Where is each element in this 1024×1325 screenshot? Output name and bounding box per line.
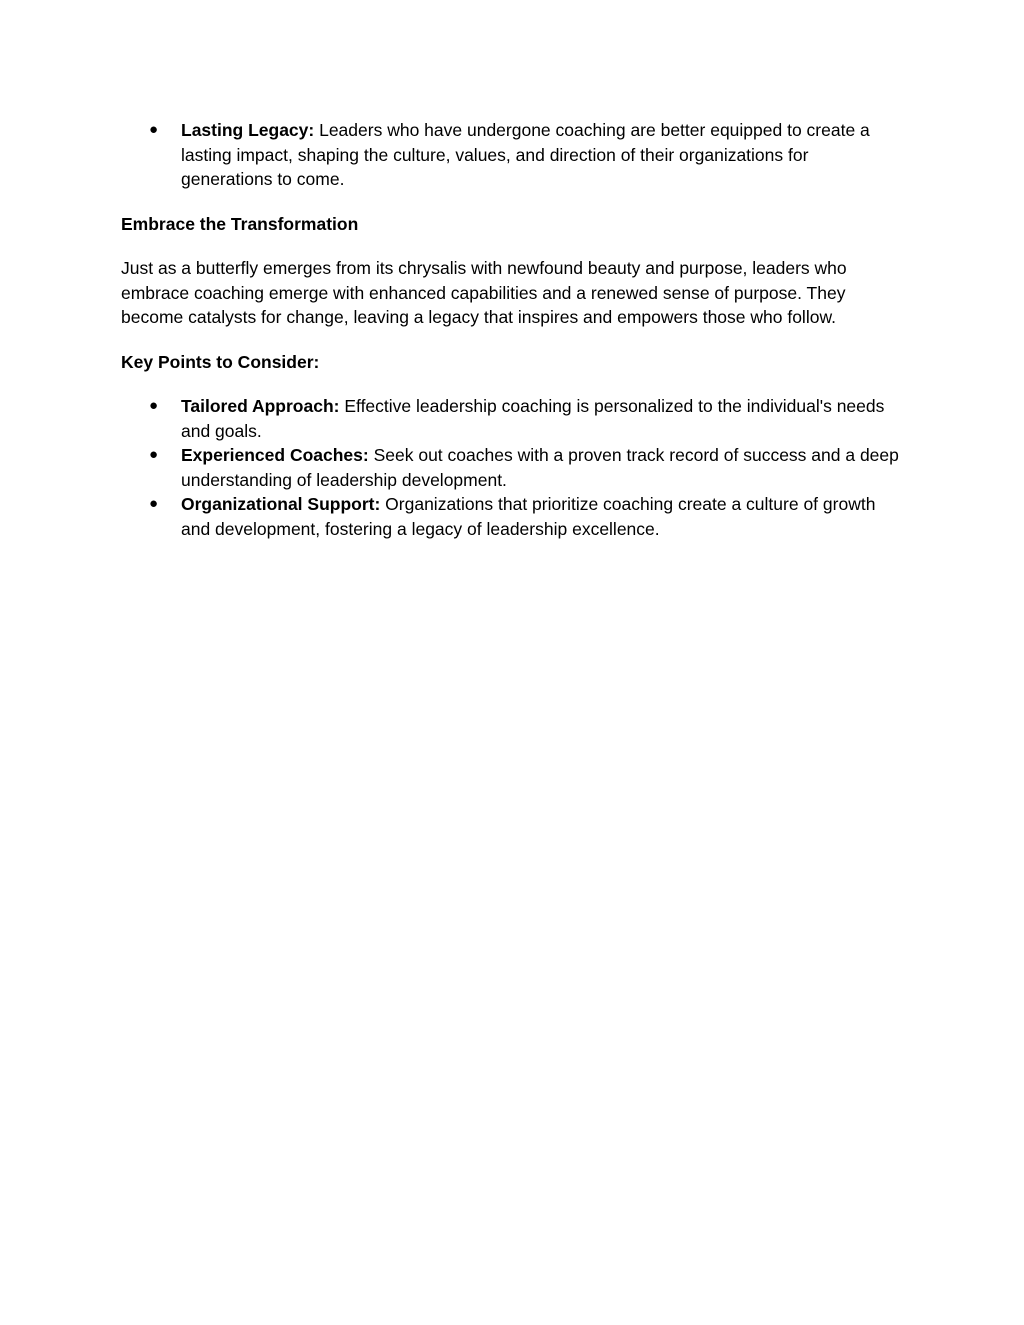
list-item-text: Leaders who have undergone coaching are better equipped to create a lasting impact, shaping the culture, values, and direction of their organizations for generations to come. — [181, 120, 870, 189]
document-page — [121, 118, 901, 541]
bullet-icon: ● — [149, 397, 159, 414]
section-heading-transformation: Embrace the Transformation — [121, 213, 359, 234]
key-points-list — [121, 394, 901, 541]
list-item-term: Experienced Coaches: — [181, 445, 369, 465]
list-item-term: Organizational Support: — [181, 494, 381, 514]
section-paragraph-transformation: Just as a butterfly emerges from its chrysalis with newfound beauty and purpose, leaders who embrace coaching emerge with enhanced capabilities and a renewed sense of purpose. They become catalysts for change, leaving a legacy that inspires and empowers those who follow. — [121, 258, 847, 327]
bullet-icon: ● — [149, 446, 159, 463]
list-item-tailored-approach — [121, 394, 901, 443]
bullet-icon: ● — [149, 121, 159, 138]
list-item-term: Tailored Approach: — [181, 396, 340, 416]
list-item-organizational-support — [121, 492, 901, 541]
list-item-text: Seek out coaches with a proven track record of success and a deep understanding of leadership development. — [181, 445, 899, 490]
list-item-text: Effective leadership coaching is personalized to the individual's needs and goals. — [181, 396, 885, 441]
intro-bullet-list — [121, 118, 901, 192]
list-item-experienced-coaches — [121, 443, 901, 492]
list-item-lasting-legacy — [121, 118, 901, 192]
section-heading-key-points: Key Points to Consider: — [121, 351, 320, 372]
list-item-text: Organizations that prioritize coaching create a culture of growth and development, fostering a legacy of leadership excellence. — [181, 494, 876, 539]
bullet-icon: ● — [149, 495, 159, 512]
list-item-term: Lasting Legacy: — [181, 120, 315, 140]
